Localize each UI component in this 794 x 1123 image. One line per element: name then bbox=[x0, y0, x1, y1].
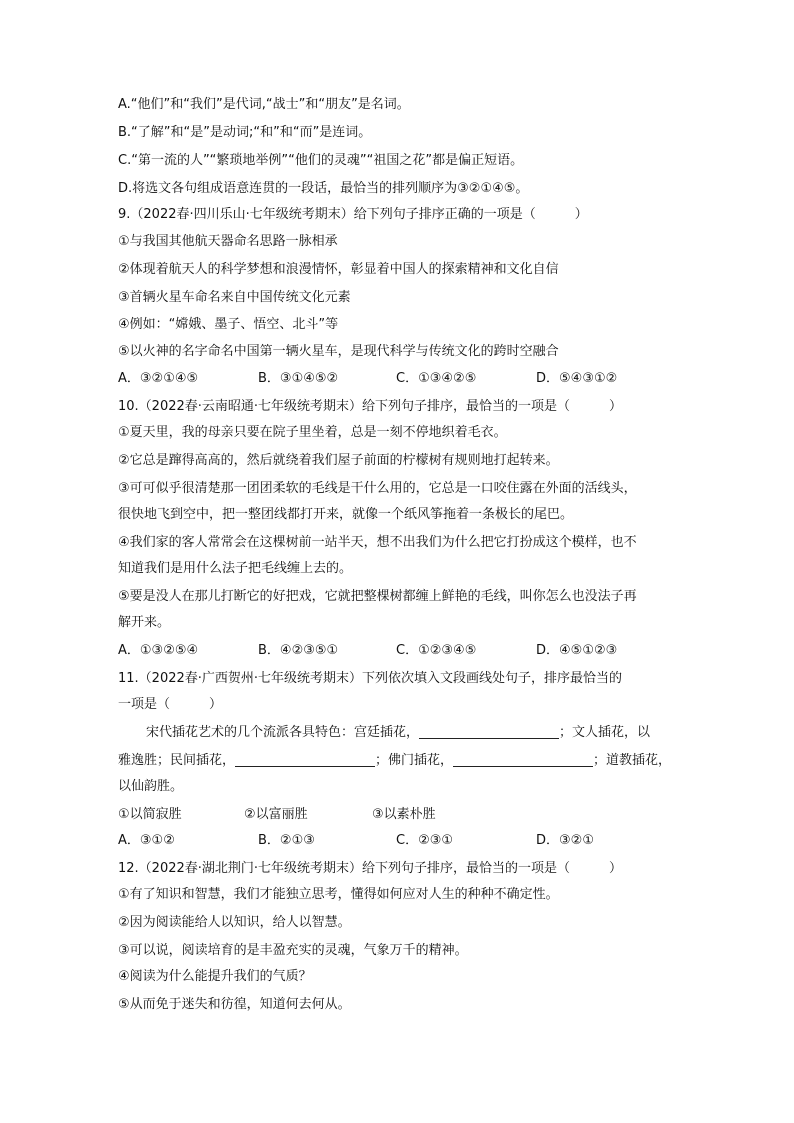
q11-choice-2: ②以富丽胜 bbox=[244, 807, 308, 822]
q8-option-a: A.“他们”和“我们”是代词,“战士”和“朋友”是名词。 bbox=[118, 97, 410, 112]
q11-option-a: A．③①② bbox=[118, 833, 175, 848]
q9-option-b: B．③①④⑤② bbox=[258, 371, 339, 386]
q10-line-8: 解开来。 bbox=[118, 615, 171, 630]
q10-option-b: B．④②③⑤① bbox=[258, 643, 339, 658]
q11-option-d: D．③②① bbox=[536, 833, 594, 848]
q9-option-d: D．⑤④③①② bbox=[536, 371, 618, 386]
q9-sentence-3: ③首辆火星车命名来自中国传统文化元素 bbox=[118, 290, 351, 305]
q12-sentence-3: ③可以说，阅读培育的是丰盈充实的灵魂，气象万千的精神。 bbox=[118, 943, 468, 958]
q9-sentence-4: ④例如：“嫦娥、墨子、悟空、北斗”等 bbox=[118, 317, 339, 332]
q10-option-d: D．④⑤①②③ bbox=[536, 643, 618, 658]
q10-line-7: ⑤要是没人在那儿打断它的好把戏，它就把整棵树都缠上鲜艳的毛线，叫你怎么也没法子再 bbox=[118, 589, 637, 604]
q11-passage-line-1 bbox=[146, 724, 650, 742]
q9-sentence-1: ①与我国其他航天器命名思路一脉相承 bbox=[118, 234, 338, 249]
q11-passage-line-2 bbox=[118, 752, 671, 770]
q11-passage-line-3: 以仙韵胜。 bbox=[118, 779, 184, 794]
q10-option-c: C．①②③④⑤ bbox=[396, 643, 477, 658]
q11-passage-part-4: ；佛门插花， bbox=[375, 753, 454, 768]
q11-passage-part-5: ；道教插花， bbox=[593, 753, 672, 768]
q11-stem-line-2: 一项是（ ） bbox=[118, 697, 223, 712]
q9-option-c: C．①③④②⑤ bbox=[396, 371, 477, 386]
q9-stem: 9.（2022春·四川乐山·七年级统考期末）给下列句子排序正确的一项是（ ） bbox=[118, 207, 588, 222]
q10-line-5: ④我们家的客人常常会在这棵树前一站半天，想不出我们为什么把它打扮成这个模样，也不 bbox=[118, 535, 637, 550]
q8-option-b: B.“了解”和“是”是动词;“和”和“而”是连词。 bbox=[118, 125, 372, 140]
q8-option-c: C.“第一流的人”“繁琐地举例”“他们的灵魂”“祖国之花”都是偏正短语。 bbox=[118, 153, 524, 168]
q11-option-c: C．②③① bbox=[396, 833, 454, 848]
q10-option-a: A．①③②⑤④ bbox=[118, 643, 199, 658]
q12-sentence-4: ④阅读为什么能提升我们的气质？ bbox=[118, 969, 312, 984]
q11-passage-part-3: 雅逸胜；民间插花， bbox=[118, 753, 236, 768]
q12-sentence-5: ⑤从而免于迷失和彷徨，知道何去何从。 bbox=[118, 997, 351, 1012]
q8-option-d: D.将选文各句组成语意连贯的一段话，最恰当的排列顺序为③②①④⑤。 bbox=[118, 181, 529, 196]
q9-sentence-2: ②体现着航天人的科学梦想和浪漫情怀，彰显着中国人的探索精神和文化自信 bbox=[118, 262, 559, 277]
q11-choice-3: ③以素朴胜 bbox=[372, 807, 436, 822]
q12-stem: 12.（2022春·湖北荆门·七年级统考期末）给下列句子排序，最恰当的一项是（ ） bbox=[118, 861, 623, 876]
q11-blank-3 bbox=[453, 752, 593, 767]
q11-stem-line-1: 11.（2022春·广西贺州·七年级统考期末）下列依次填入文段画线处句子，排序最恰当的 bbox=[118, 671, 623, 686]
q11-blank-1 bbox=[419, 724, 559, 739]
q10-line-2: ②它总是蹿得高高的，然后就绕着我们屋子前面的柠檬树有规则地打起转来。 bbox=[118, 453, 559, 468]
q12-sentence-2: ②因为阅读能给人以知识，给人以智慧。 bbox=[118, 915, 351, 930]
q11-option-b: B．②①③ bbox=[258, 833, 315, 848]
q10-line-3: ③可可似乎很清楚那一团团柔软的毛线是干什么用的，它总是一口咬住露在外面的活线头， bbox=[118, 481, 637, 496]
q10-line-4: 很快地飞到空中，把一整团线都打开来，就像一个纸风筝拖着一条极长的尾巴。 bbox=[118, 507, 574, 522]
q12-sentence-1: ①有了知识和智慧，我们才能独立思考，懂得如何应对人生的种种不确定性。 bbox=[118, 887, 559, 902]
q11-blank-2 bbox=[235, 752, 375, 767]
q11-passage-part-2: ；文人插花，以 bbox=[559, 725, 651, 740]
q9-sentence-5: ⑤以火神的名字命名中国第一辆火星车，是现代科学与传统文化的跨时空融合 bbox=[118, 344, 559, 359]
q10-line-1: ①夏天里，我的母亲只要在院子里坐着，总是一刻不停地织着毛衣。 bbox=[118, 425, 507, 440]
q9-option-a: A．③②①④⑤ bbox=[118, 371, 199, 386]
q10-line-6: 知道我们是用什么法子把毛线缠上去的。 bbox=[118, 561, 353, 576]
q11-choice-1: ①以简寂胜 bbox=[118, 807, 182, 822]
q11-passage-part-1: 宋代插花艺术的几个流派各具特色：宫廷插花， bbox=[146, 725, 420, 740]
q10-stem: 10.（2022春·云南昭通·七年级统考期末）给下列句子排序，最恰当的一项是（ ） bbox=[118, 399, 623, 414]
